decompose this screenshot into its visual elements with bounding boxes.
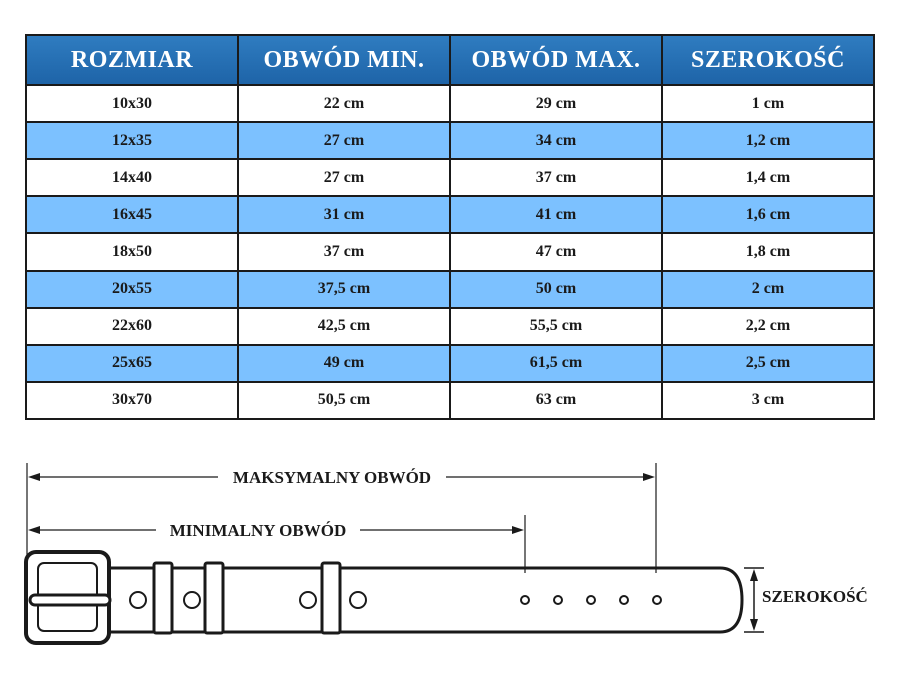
cell-size: 25x65	[26, 345, 238, 382]
cell-max-circumference: 41 cm	[450, 196, 662, 233]
min-circumference-label: MINIMALNY OBWÓD	[169, 521, 347, 540]
width-arrow-bottom-icon	[750, 619, 758, 631]
belt-hole-1	[521, 596, 529, 604]
max-arrow-right-icon	[643, 473, 655, 481]
belt-loop-2	[205, 563, 223, 633]
cell-size: 14x40	[26, 159, 238, 196]
table-row	[26, 159, 874, 196]
rivet-1	[130, 592, 146, 608]
belt-drawing	[26, 552, 742, 643]
belt-diagram	[0, 455, 900, 670]
cell-size: 20x55	[26, 271, 238, 308]
cell-min-circumference: 37,5 cm	[238, 271, 450, 308]
header-size: ROZMIAR	[26, 35, 238, 85]
cell-max-circumference: 55,5 cm	[450, 308, 662, 345]
cell-size: 16x45	[26, 196, 238, 233]
cell-min-circumference: 22 cm	[238, 85, 450, 122]
cell-max-circumference: 47 cm	[450, 233, 662, 270]
cell-min-circumference: 31 cm	[238, 196, 450, 233]
header-min-circumference: OBWÓD MIN.	[238, 35, 450, 85]
size-table	[25, 34, 875, 420]
max-arrow-left-icon	[28, 473, 40, 481]
rivet-3	[300, 592, 316, 608]
belt-hole-5	[653, 596, 661, 604]
cell-min-circumference: 27 cm	[238, 159, 450, 196]
width-arrow-top-icon	[750, 569, 758, 581]
cell-size: 10x30	[26, 85, 238, 122]
table-row	[26, 345, 874, 382]
cell-width: 3 cm	[662, 382, 874, 419]
belt-hole-2	[554, 596, 562, 604]
table-row	[26, 233, 874, 270]
cell-max-circumference: 37 cm	[450, 159, 662, 196]
cell-width: 1,6 cm	[662, 196, 874, 233]
belt-hole-4	[620, 596, 628, 604]
header-width: SZEROKOŚĆ	[662, 35, 874, 85]
table-row	[26, 271, 874, 308]
cell-min-circumference: 37 cm	[238, 233, 450, 270]
cell-max-circumference: 34 cm	[450, 122, 662, 159]
table-header	[26, 35, 874, 85]
cell-max-circumference: 29 cm	[450, 85, 662, 122]
table-row	[26, 382, 874, 419]
min-arrow-right-icon	[512, 526, 524, 534]
width-label: SZEROKOŚĆ	[762, 587, 868, 606]
cell-size: 12x35	[26, 122, 238, 159]
table-row	[26, 196, 874, 233]
table-row	[26, 85, 874, 122]
cell-width: 2 cm	[662, 271, 874, 308]
cell-min-circumference: 49 cm	[238, 345, 450, 382]
cell-min-circumference: 42,5 cm	[238, 308, 450, 345]
belt-loop-1	[154, 563, 172, 633]
cell-width: 1 cm	[662, 85, 874, 122]
belt-strap	[98, 568, 742, 632]
cell-size: 18x50	[26, 233, 238, 270]
cell-max-circumference: 50 cm	[450, 271, 662, 308]
cell-width: 1,8 cm	[662, 233, 874, 270]
table-body	[26, 85, 874, 419]
cell-width: 1,4 cm	[662, 159, 874, 196]
cell-max-circumference: 61,5 cm	[450, 345, 662, 382]
header-row	[26, 35, 874, 85]
table-row	[26, 308, 874, 345]
cell-width: 2,5 cm	[662, 345, 874, 382]
table-row	[26, 122, 874, 159]
rivet-4	[350, 592, 366, 608]
belt-loop-3	[322, 563, 340, 633]
max-circumference-dimension	[27, 463, 656, 573]
cell-min-circumference: 50,5 cm	[238, 382, 450, 419]
buckle-prong-icon	[30, 595, 110, 605]
cell-size: 22x60	[26, 308, 238, 345]
min-arrow-left-icon	[28, 526, 40, 534]
belt-hole-3	[587, 596, 595, 604]
cell-min-circumference: 27 cm	[238, 122, 450, 159]
cell-size: 30x70	[26, 382, 238, 419]
cell-max-circumference: 63 cm	[450, 382, 662, 419]
header-max-circumference: OBWÓD MAX.	[450, 35, 662, 85]
cell-width: 1,2 cm	[662, 122, 874, 159]
rivet-2	[184, 592, 200, 608]
width-dimension	[744, 568, 868, 632]
cell-width: 2,2 cm	[662, 308, 874, 345]
max-circumference-label: MAKSYMALNY OBWÓD	[232, 468, 432, 487]
